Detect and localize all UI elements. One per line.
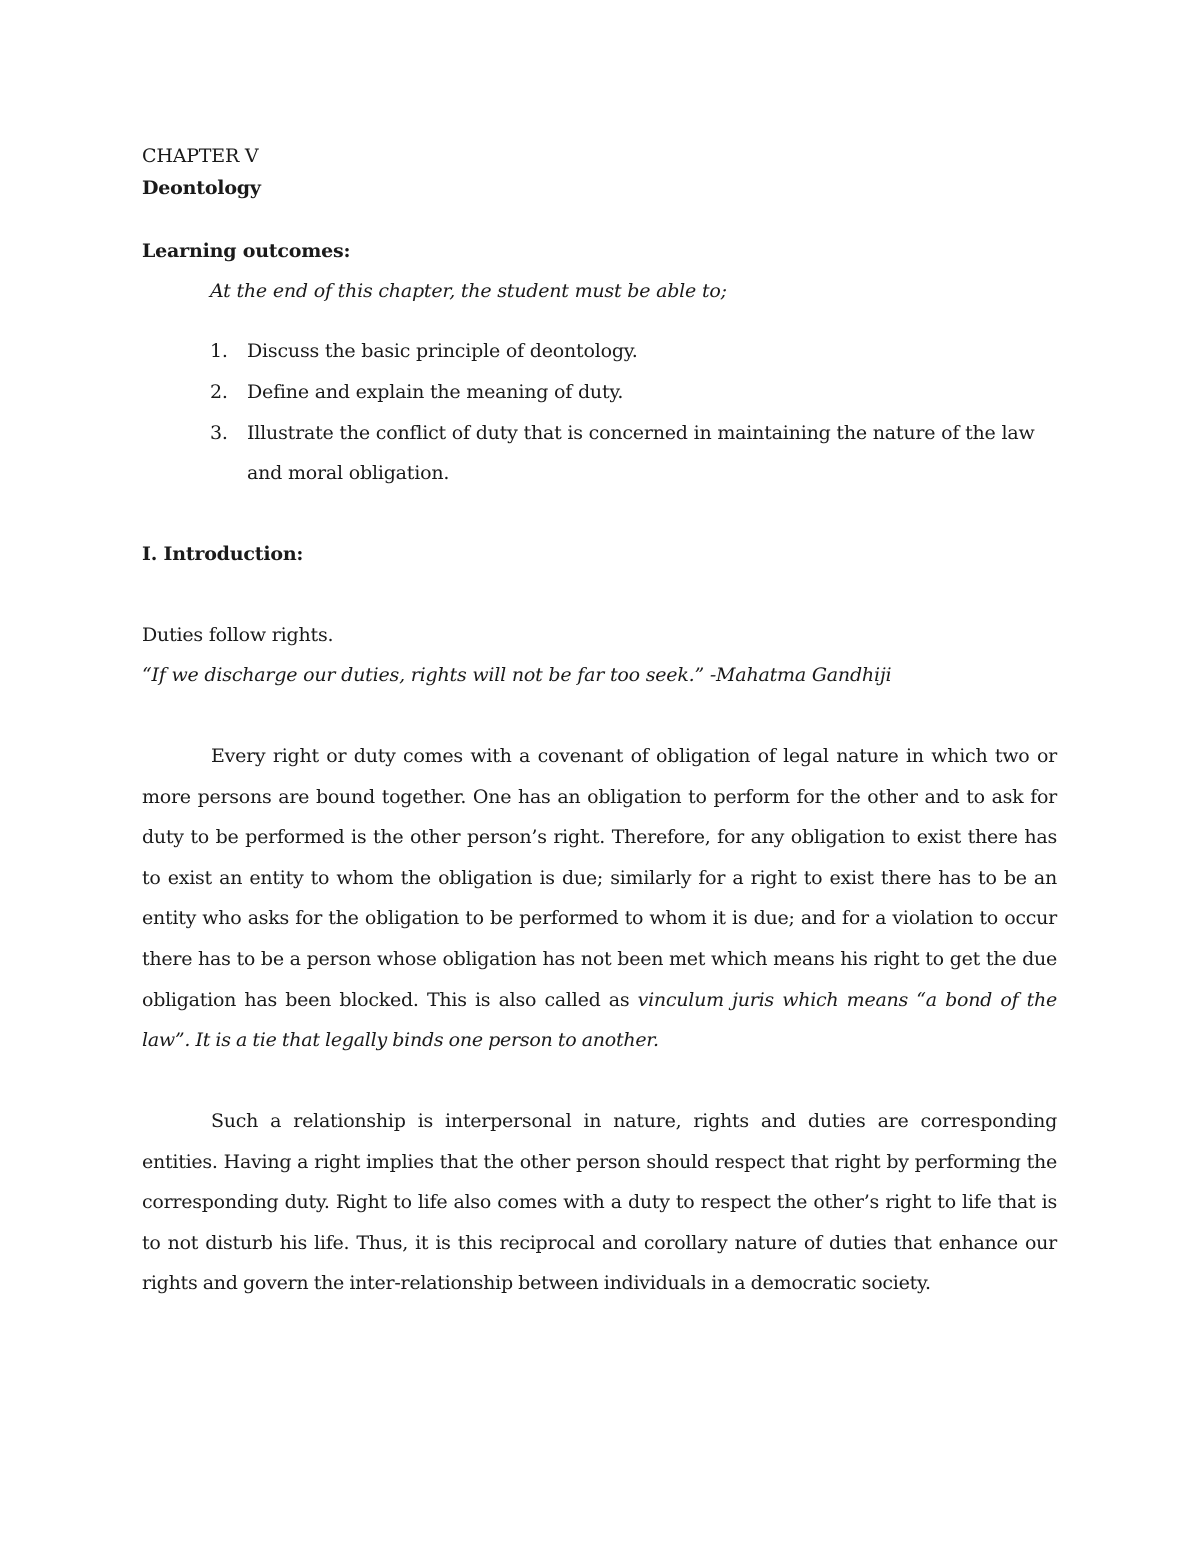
paragraph-2-text: Such a relationship is interpersonal in nature, rights and duties are corresponding entities. Having a right implies that the other person should respect that right by performing the corresponding duty. Right to life also comes with a duty to respect the other’s right to life that is to not disturb his life. Thus, it is this reciprocal and corollary nature of duties that enhance our rights and govern the inter-relationship between individuals in a democratic society. — [142, 1110, 1057, 1295]
paragraph-1-italic-text: vinculum juris which means “a bond of the law”. It is a tie that legally binds one person to another. — [142, 988, 1057, 1052]
list-item-number: 2. — [210, 381, 228, 403]
body-paragraph-1 — [142, 736, 1057, 1061]
epigraph-line: Duties follow rights. — [142, 624, 334, 646]
list-item-number: 1. — [210, 340, 228, 362]
outcomes-heading: Learning outcomes: — [142, 240, 351, 262]
list-item: Discuss the basic principle of deontology. — [247, 340, 638, 362]
body-paragraph-2 — [142, 1101, 1057, 1304]
list-item: Define and explain the meaning of duty. — [247, 381, 624, 403]
section-heading: I. Introduction: — [142, 543, 304, 565]
list-item: Illustrate the conflict of duty that is concerned in maintaining the nature of the law — [247, 422, 1035, 444]
chapter-title: Deontology — [142, 177, 261, 199]
chapter-label: CHAPTER V — [142, 145, 259, 167]
epigraph-quote: “If we discharge our duties, rights will not be far too seek.” -Mahatma Gandhiji — [142, 664, 892, 686]
outcomes-intro: At the end of this chapter, the student must be able to; — [210, 280, 727, 302]
list-item-number: 3. — [210, 422, 228, 444]
paragraph-1-text: Every right or duty comes with a covenant of obligation of legal nature in which two or more persons are bound together. One has an obligation to perform for the other and to ask for duty to be performed is the other person’s right. Therefore, for any obligation to exist there has to exist an entity to whom the obligation is due; similarly for a right to exist there has to be an entity who asks for the obligation to be performed to whom it is due; and for a violation to occur there has to be a person whose obligation has not been met which means his right to get the due obligation has been blocked. This is also called as — [142, 745, 1057, 1011]
list-item-continuation: and moral obligation. — [247, 462, 450, 484]
